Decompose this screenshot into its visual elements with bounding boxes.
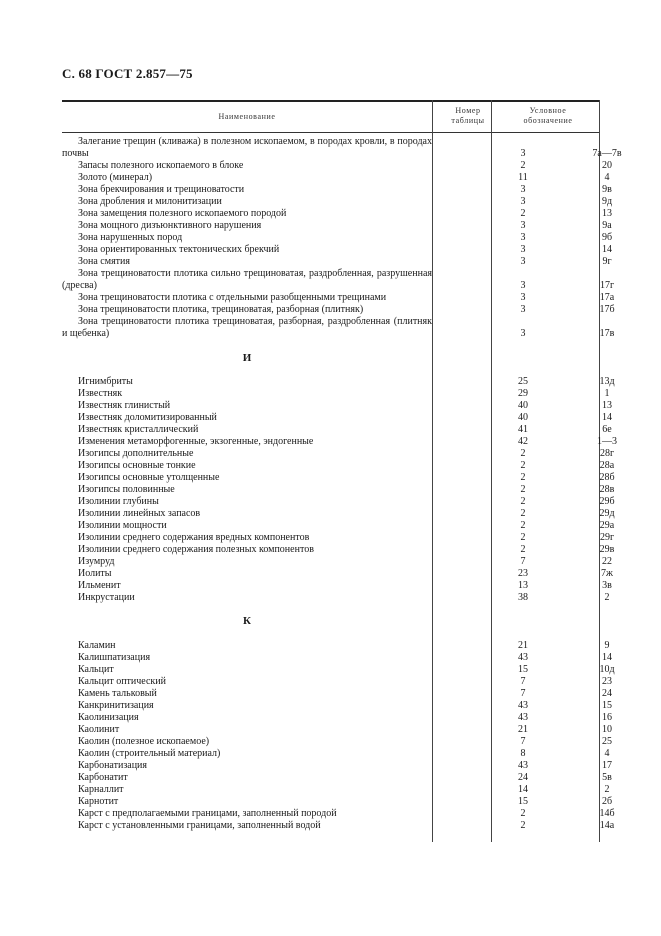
row-name: Инкрустации [78, 592, 135, 603]
row-symbol: 14 [602, 244, 612, 255]
row-symbol: 2 [604, 784, 610, 795]
row-name: Каолинит [78, 724, 120, 735]
row-table-number: 2 [520, 496, 526, 507]
row-symbol: 28б [599, 472, 615, 483]
row-symbol: 17 [602, 760, 612, 771]
row-symbol: 9д [601, 196, 613, 207]
row-name: Изогипсы основные утолщенные [78, 472, 220, 483]
row-table-number: 40 [518, 412, 528, 423]
row-table-number: 2 [520, 448, 526, 459]
row-table-number: 3 [520, 184, 526, 195]
row-name: Каолин (полезное ископаемое) [78, 736, 210, 747]
row-symbol: 16 [602, 712, 612, 723]
row-symbol: 9б [601, 232, 613, 243]
row-table-number: 38 [518, 592, 528, 603]
row-table-number: 21 [518, 640, 528, 651]
row-table-number: 15 [518, 796, 528, 807]
row-table-number: 8 [520, 748, 526, 759]
row-symbol: 6е [602, 424, 612, 435]
row-symbol: 14б [599, 808, 615, 819]
row-table-number: 3 [520, 292, 526, 303]
row-symbol: 15 [602, 700, 612, 711]
row-table-number: 2 [520, 808, 526, 819]
row-name: Золото (минерал) [78, 172, 153, 183]
row-symbol: 13 [602, 208, 612, 219]
row-table-number: 2 [520, 820, 526, 831]
row-symbol: 14 [602, 412, 612, 423]
row-name: Зона смятия [78, 256, 130, 267]
row-name: Изогипсы дополнительные [78, 448, 194, 459]
column-divider-2 [491, 100, 492, 842]
row-table-number: 3 [520, 280, 526, 291]
row-name: Кальцит оптический [78, 676, 166, 687]
section-letter: И [242, 352, 252, 364]
row-name: Зона трещиноватости плотика, трещиноватая, разборная (плитняк) [78, 304, 364, 315]
row-name: Карст с установленными границами, заполненный водой [78, 820, 321, 831]
row-table-number: 2 [520, 544, 526, 555]
row-symbol: 28а [599, 460, 615, 471]
row-table-number: 7 [520, 688, 526, 699]
row-symbol: 7а—7в [592, 148, 622, 159]
row-table-number: 3 [520, 328, 526, 339]
row-symbol: 29г [599, 532, 615, 543]
row-name: Карбонатизация [78, 760, 148, 771]
row-table-number: 43 [518, 760, 528, 771]
row-symbol: 29в [599, 544, 615, 555]
row-symbol: 14а [599, 820, 615, 831]
row-symbol: 29д [599, 508, 615, 519]
row-name: Известняк глинистый [78, 400, 171, 411]
row-name: Карналлит [78, 784, 124, 795]
row-name: Каолин (строительный материал) [78, 748, 221, 759]
row-symbol: 17г [599, 280, 615, 291]
row-name: Канкринитизация [78, 700, 154, 711]
row-name: Изолинии среднего содержания полезных компонентов [78, 544, 314, 555]
row-symbol: 9г [602, 256, 612, 267]
row-symbol: 29б [599, 496, 615, 507]
row-name: Каламин [78, 640, 116, 651]
row-table-number: 41 [518, 424, 528, 435]
row-name: Изогипсы половинные [78, 484, 175, 495]
row-table-number: 23 [518, 568, 528, 579]
row-name: Запасы полезного ископаемого в блоке [78, 160, 244, 171]
row-name: Карнотит [78, 796, 119, 807]
row-name: Известняк кристаллический [78, 424, 199, 435]
row-symbol: 24 [602, 688, 612, 699]
row-table-number: 13 [518, 580, 528, 591]
row-symbol: 22 [602, 556, 612, 567]
row-name: Залегание трещин (кливажа) в полезном ископаемом, в породах кровли, в породах почвы [62, 136, 432, 159]
column-header-name: Наименование [218, 112, 276, 121]
row-symbol: 1 [604, 388, 610, 399]
row-name: Изолинии среднего содержания вредных компонентов [78, 532, 310, 543]
row-name: Зона дробления и милонитизации [78, 196, 222, 207]
column-header-number: Номер таблицы [451, 106, 485, 125]
row-symbol: 17в [599, 328, 615, 339]
section-letter: К [243, 615, 251, 627]
row-symbol: 28в [599, 484, 615, 495]
row-name: Камень тальковый [78, 688, 157, 699]
row-table-number: 3 [520, 304, 526, 315]
row-name: Калишпатизация [78, 652, 151, 663]
row-table-number: 14 [518, 784, 528, 795]
row-symbol: 2б [601, 796, 613, 807]
row-symbol: 13д [599, 376, 615, 387]
row-table-number: 3 [520, 232, 526, 243]
row-symbol: 28г [599, 448, 615, 459]
row-symbol: 23 [602, 676, 612, 687]
row-name: Ильменит [78, 580, 121, 591]
row-table-number: 43 [518, 700, 528, 711]
row-name: Изолинии линейных запасов [78, 508, 201, 519]
row-table-number: 2 [520, 520, 526, 531]
row-table-number: 2 [520, 208, 526, 219]
row-table-number: 2 [520, 508, 526, 519]
row-name: Изолинии глубины [78, 496, 159, 507]
page-header: С. 68 ГОСТ 2.857—75 [62, 66, 193, 81]
row-table-number: 2 [520, 532, 526, 543]
row-symbol: 9 [604, 640, 610, 651]
column-divider-1 [432, 100, 433, 842]
row-name: Зона трещиноватости плотика с отдельными разобщенными трещинами [78, 292, 387, 303]
table-header-rule [62, 132, 599, 133]
row-symbol: 4 [604, 172, 610, 183]
row-name: Зона ориентированных тектонических брекчий [78, 244, 280, 255]
row-name: Карст с предполагаемыми границами, заполненный породой [78, 808, 337, 819]
row-table-number: 2 [520, 472, 526, 483]
row-name: Известняк доломитизированный [78, 412, 217, 423]
row-name: Зона трещиноватости плотика сильно трещиноватая, раздробленная, разрушенная (дресва) [62, 268, 432, 291]
row-name: Известняк [78, 388, 123, 399]
row-name: Изменения метаморфогенные, экзогенные, эндогенные [78, 436, 314, 447]
row-symbol: 5в [602, 772, 612, 783]
row-symbol: 13 [602, 400, 612, 411]
row-name: Игнимбриты [78, 376, 133, 387]
row-table-number: 3 [520, 244, 526, 255]
row-name: Зона нарушенных пород [78, 232, 183, 243]
row-symbol: 7ж [601, 568, 613, 579]
row-table-number: 42 [518, 436, 528, 447]
row-symbol: 29а [599, 520, 615, 531]
row-name: Изумруд [78, 556, 115, 567]
row-table-number: 2 [520, 460, 526, 471]
row-symbol: 17б [599, 304, 615, 315]
row-symbol: 9в [602, 184, 612, 195]
column-header-symbol: Условное обозначение [523, 106, 573, 125]
row-symbol: 10д [599, 664, 615, 675]
row-table-number: 11 [518, 172, 528, 183]
row-table-number: 2 [520, 484, 526, 495]
row-name: Кальцит [78, 664, 114, 675]
row-name: Карбонатит [78, 772, 128, 783]
row-symbol: 9а [602, 220, 612, 231]
row-table-number: 25 [518, 376, 528, 387]
row-table-number: 3 [520, 256, 526, 267]
table-top-rule [62, 100, 599, 102]
row-name: Каолинизация [78, 712, 139, 723]
row-table-number: 15 [518, 664, 528, 675]
row-table-number: 21 [518, 724, 528, 735]
row-name: Зона мощного дизъюнктивного нарушения [78, 220, 262, 231]
row-name: Зона замещения полезного ископаемого породой [78, 208, 287, 219]
row-symbol: 3в [602, 580, 612, 591]
row-name: Иолиты [78, 568, 112, 579]
row-symbol: 1—3 [597, 436, 617, 447]
row-symbol: 4 [604, 748, 610, 759]
row-symbol: 20 [602, 160, 612, 171]
row-table-number: 3 [520, 196, 526, 207]
row-name: Изогипсы основные тонкие [78, 460, 196, 471]
row-symbol: 25 [602, 736, 612, 747]
row-symbol: 17а [599, 292, 615, 303]
row-name: Изолинии мощности [78, 520, 167, 531]
row-table-number: 40 [518, 400, 528, 411]
row-name: Зона брекчирования и трещиноватости [78, 184, 245, 195]
row-table-number: 7 [520, 676, 526, 687]
row-table-number: 2 [520, 160, 526, 171]
row-name: Зона трещиноватости плотика трещиноватая, разборная, раздробленная (плитняк и щебенка) [62, 316, 432, 339]
row-table-number: 43 [518, 712, 528, 723]
row-table-number: 29 [518, 388, 528, 399]
row-table-number: 24 [518, 772, 528, 783]
row-table-number: 3 [520, 148, 526, 159]
row-symbol: 14 [602, 652, 612, 663]
row-symbol: 2 [604, 592, 610, 603]
row-table-number: 43 [518, 652, 528, 663]
row-table-number: 7 [520, 736, 526, 747]
row-table-number: 3 [520, 220, 526, 231]
row-symbol: 10 [602, 724, 612, 735]
row-table-number: 7 [520, 556, 526, 567]
